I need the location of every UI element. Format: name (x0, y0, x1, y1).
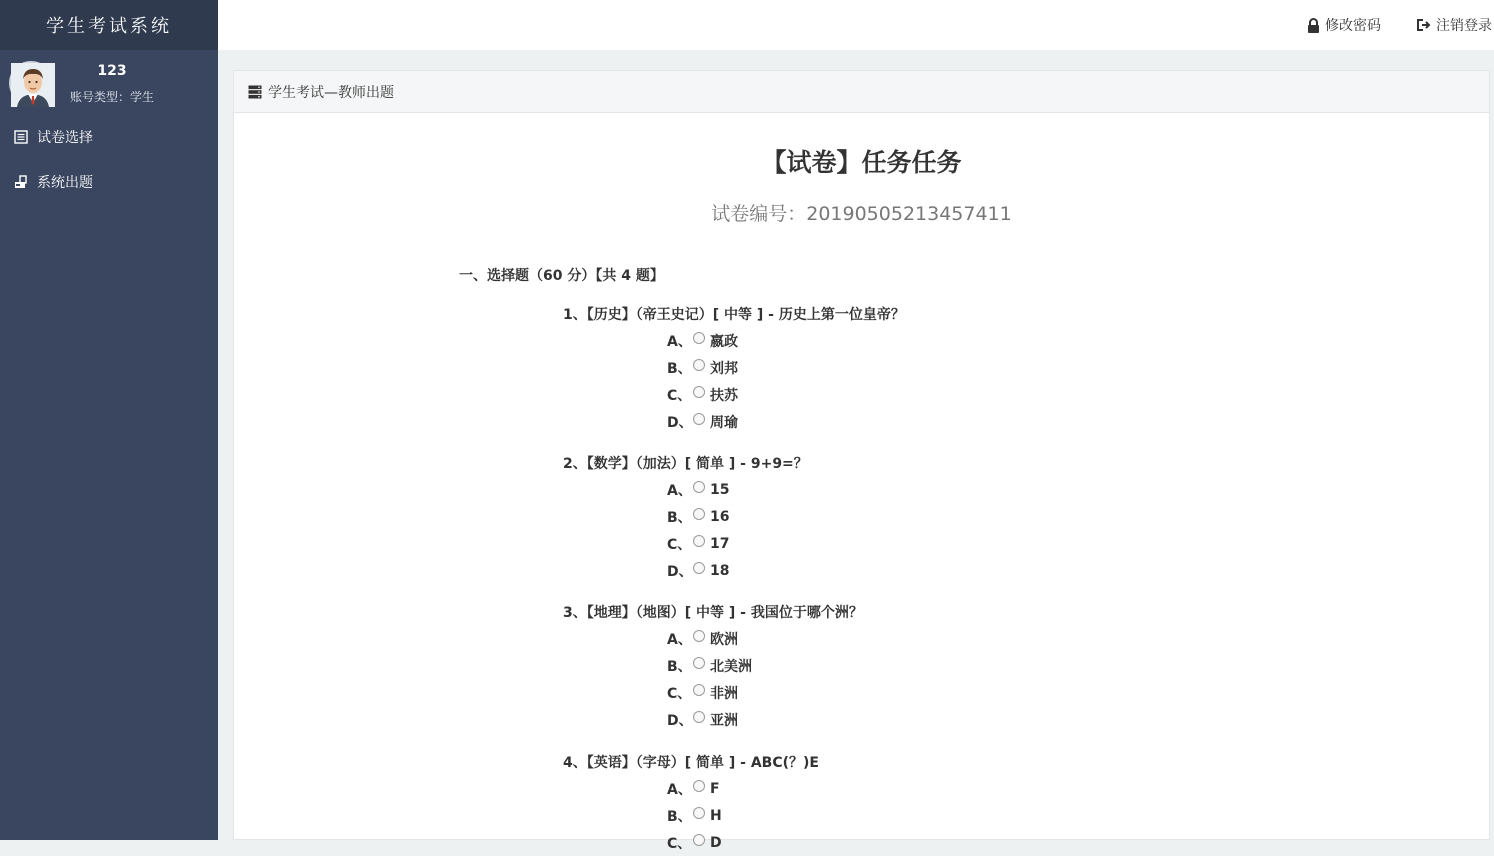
radio-button[interactable] (693, 684, 705, 696)
question-text: 4、【英语】（字母）[ 简单 ] - ABC(？)E (563, 755, 819, 771)
option-letter: B、 (667, 509, 692, 526)
question-text: 3、【地理】（地图）[ 中等 ] - 我国位于哪个洲？ (563, 605, 863, 621)
list-icon (14, 130, 28, 144)
option-text: 非洲 (710, 685, 738, 702)
radio-button[interactable] (693, 834, 705, 846)
option-letter: B、 (667, 658, 692, 675)
question-1 (563, 303, 905, 435)
option-text: 17 (710, 535, 730, 552)
option-text: 18 (710, 562, 730, 579)
option-letter: A、 (667, 631, 692, 648)
top-bar (218, 0, 1494, 50)
sidebar-item-label: 系统出题 (37, 174, 93, 191)
avatar (9, 61, 53, 105)
option-text: 15 (710, 481, 730, 498)
radio-button[interactable] (693, 711, 705, 723)
option-b[interactable] (667, 354, 1009, 381)
question-2 (563, 452, 808, 584)
option-letter: B、 (667, 360, 692, 377)
option-letter: C、 (667, 536, 692, 553)
option-text: 欧洲 (710, 631, 738, 648)
option-b[interactable] (667, 652, 967, 679)
option-letter: C、 (667, 685, 692, 702)
sidebar-item-create-questions[interactable] (0, 159, 218, 204)
edit-icon (14, 175, 28, 189)
radio-button[interactable] (693, 657, 705, 669)
user-panel (0, 50, 218, 114)
option-letter: C、 (667, 387, 692, 404)
question-3 (563, 601, 863, 733)
radio-button[interactable] (693, 508, 705, 520)
option-c[interactable] (667, 829, 923, 856)
logout-link[interactable] (1416, 15, 1492, 35)
user-role: 账号类型：学生 (69, 90, 154, 104)
logout-label: 注销登录 (1436, 18, 1492, 34)
app-title: 学生考试系统 (0, 0, 218, 50)
option-text: 亚洲 (710, 712, 738, 729)
option-letter: B、 (667, 808, 692, 825)
option-b[interactable] (667, 503, 912, 530)
option-letter: A、 (667, 781, 692, 798)
option-d[interactable] (667, 408, 1009, 435)
option-c[interactable] (667, 679, 967, 706)
option-text: H (710, 807, 722, 824)
option-letter: A、 (667, 482, 692, 499)
option-text: D (710, 834, 722, 851)
radio-button[interactable] (693, 562, 705, 574)
option-text: 周瑜 (710, 414, 738, 431)
option-c[interactable] (667, 381, 1009, 408)
option-letter: A、 (667, 333, 692, 350)
option-a[interactable] (667, 625, 967, 652)
sign-out-icon (1416, 18, 1431, 32)
user-name: 123 (97, 63, 127, 79)
option-text: F (710, 780, 720, 797)
option-a[interactable] (667, 775, 923, 802)
radio-button[interactable] (693, 780, 705, 792)
radio-button[interactable] (693, 413, 705, 425)
question-text: 2、【数学】（加法）[ 简单 ] - 9+9=？ (563, 456, 808, 472)
radio-button[interactable] (693, 630, 705, 642)
exam-title: 【试卷】任务任务 (761, 148, 962, 177)
radio-button[interactable] (693, 481, 705, 493)
option-a[interactable] (667, 327, 1009, 354)
option-d[interactable] (667, 557, 912, 584)
change-password-link[interactable] (1307, 15, 1381, 35)
sidebar (0, 0, 218, 840)
lock-icon (1307, 18, 1320, 33)
radio-button[interactable] (693, 359, 705, 371)
option-letter: D、 (667, 414, 693, 431)
option-text: 扶苏 (710, 387, 738, 404)
radio-button[interactable] (693, 535, 705, 547)
option-letter: D、 (667, 563, 693, 580)
section-title: 一、选择题（60 分）【共 4 题】 (459, 268, 664, 284)
option-letter: C、 (667, 835, 692, 852)
option-text: 北美洲 (710, 658, 752, 675)
option-c[interactable] (667, 530, 912, 557)
radio-button[interactable] (693, 386, 705, 398)
radio-button[interactable] (693, 807, 705, 819)
option-text: 16 (710, 508, 730, 525)
radio-button[interactable] (693, 332, 705, 344)
panel-title: 学生考试—教师出题 (268, 84, 394, 101)
question-text: 1、【历史】（帝王史记）[ 中等 ] - 历史上第一位皇帝？ (563, 307, 905, 323)
exam-code: 试卷编号：20190505213457411 (711, 203, 1012, 225)
option-text: 刘邦 (710, 360, 738, 377)
panel-header (234, 71, 1489, 113)
option-b[interactable] (667, 802, 923, 829)
change-password-label: 修改密码 (1325, 18, 1381, 34)
question-4 (563, 751, 819, 856)
exam-panel (233, 70, 1490, 852)
option-text: 嬴政 (710, 333, 738, 350)
option-letter: D、 (667, 712, 693, 729)
server-icon (248, 85, 262, 99)
sidebar-item-exam-select[interactable] (0, 114, 218, 159)
sidebar-item-label: 试卷选择 (37, 129, 93, 146)
option-a[interactable] (667, 476, 912, 503)
option-d[interactable] (667, 706, 967, 733)
